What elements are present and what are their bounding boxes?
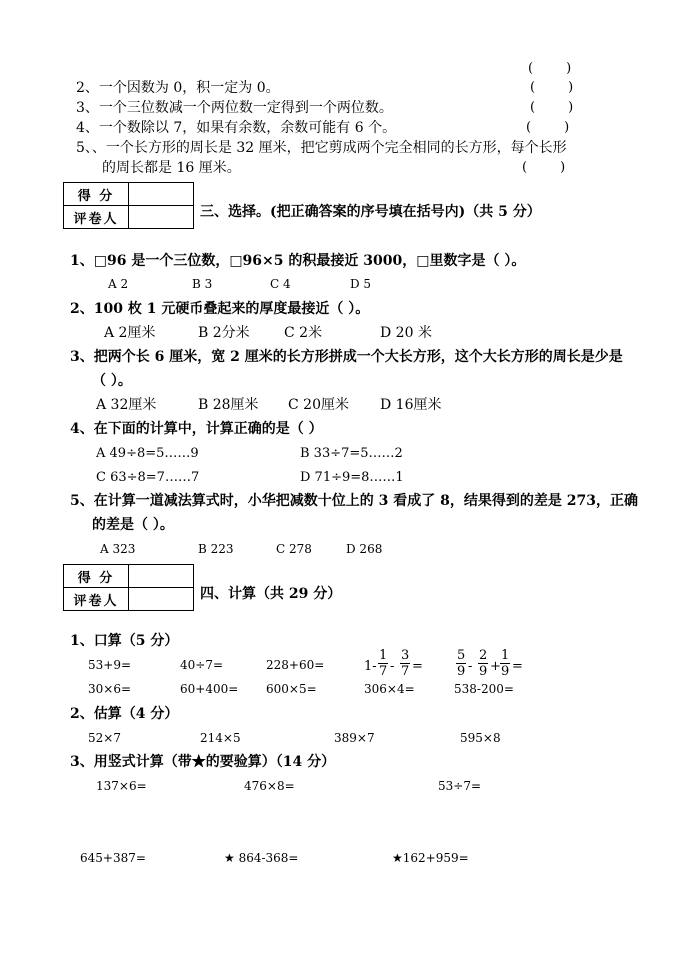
vertical-calc-item: 53÷7= <box>438 779 482 793</box>
oral-calc-item: 53+9= <box>88 658 132 672</box>
choice-q3-line2: （ ）。 <box>92 373 132 389</box>
vertical-calc-item: ★ 864-368= <box>224 851 299 865</box>
choice-q3-line1: 3、把两个长 6 厘米，宽 2 厘米的长方形拼成一个大长方形，这个大长方形的周长是少是 <box>70 349 623 365</box>
vertical-calc-item: 645+387= <box>80 851 146 865</box>
q5-option: D 268 <box>346 542 383 556</box>
q4-option: C 63÷8=7……7 <box>96 470 200 485</box>
fraction-operator: - <box>468 659 473 674</box>
q4-option: A 49÷8=5……9 <box>96 446 199 461</box>
q3-option: B 28厘米 <box>198 397 259 413</box>
score-field <box>129 565 194 588</box>
grader-field <box>129 588 194 611</box>
fraction-denominator: 9 <box>501 664 510 679</box>
answer-paren: ( ) <box>526 120 570 135</box>
choice-q4: 4、在下面的计算中，计算正确的是（ ） <box>70 421 323 437</box>
q1-option: B 3 <box>192 277 213 291</box>
q3-option: C 20厘米 <box>288 397 349 413</box>
fraction-numerator: 2 <box>479 648 488 663</box>
answer-paren: ( ) <box>522 160 566 175</box>
score-field <box>129 183 194 206</box>
choice-q5-line1: 5、在计算一道减法算式时，小华把减数十位上的 3 看成了 8，结果得到的差是 273，正确 <box>70 493 638 509</box>
choice-q1: 1、□96 是一个三位数，□96×5 的积最接近 3000，□里数字是（ ）。 <box>70 253 526 269</box>
oral-calc-title: 1、口算（5 分） <box>70 633 179 649</box>
judge-item-5-line1: 5、、一个长方形的周长是 32 厘米，把它剪成两个完全相同的长方形，每个长形 <box>76 140 567 156</box>
judge-item-4: 4、一个数除以 7，如果有余数，余数可能有 6 个。 <box>76 120 397 136</box>
score-label: 得 分 <box>64 183 129 206</box>
section-3-title: 三、选择。(把正确答案的序号填在括号内)（共 5 分） <box>200 204 541 220</box>
q1-option: A 2 <box>108 277 129 291</box>
grader-field <box>129 206 194 229</box>
choice-q2: 2、100 枚 1 元硬币叠起来的厚度最接近（ ）。 <box>70 301 370 317</box>
fraction-denominator: 7 <box>401 664 410 679</box>
oral-calc-item: 306×4= <box>364 682 415 696</box>
estimate-item: 52×7 <box>88 731 121 745</box>
oral-calc-item: 60+400= <box>180 682 239 696</box>
fraction-numerator: 1 <box>501 648 510 663</box>
grader-label: 评卷人 <box>64 206 129 229</box>
vertical-calc-item: 137×6= <box>96 779 147 793</box>
estimate-item: 595×8 <box>460 731 501 745</box>
oral-calc-item: 40÷7= <box>180 658 224 672</box>
section-4-title: 四、计算（共 29 分） <box>200 586 342 602</box>
fraction-numerator: 3 <box>401 648 410 663</box>
q2-option: D 20 米 <box>380 325 432 341</box>
oral-calc-item: 538-200= <box>454 682 514 696</box>
q3-option: D 16厘米 <box>380 397 442 413</box>
estimate-item: 389×7 <box>334 731 375 745</box>
fraction-numerator: 1 <box>379 648 388 663</box>
estimate-title: 2、估算（4 分） <box>70 706 179 722</box>
oral-calc-item: 228+60= <box>266 658 325 672</box>
q5-option: A 323 <box>100 542 136 556</box>
oral-calc-item: 600×5= <box>266 682 317 696</box>
judge-item-3: 3、一个三位数减一个两位数一定得到一个两位数。 <box>76 100 393 116</box>
q2-option: B 2分米 <box>198 325 250 341</box>
fraction-denominator: 9 <box>479 664 488 679</box>
fraction-equals: = <box>512 659 523 674</box>
q4-option: B 33÷7=5……2 <box>300 446 403 461</box>
fraction-operator: + <box>490 659 501 674</box>
fraction-denominator: 7 <box>379 664 388 679</box>
estimate-item: 214×5 <box>200 731 241 745</box>
fraction <box>378 649 388 678</box>
score-box <box>63 182 194 229</box>
q5-option: B 223 <box>198 542 234 556</box>
q1-option: C 4 <box>270 277 291 291</box>
fraction <box>456 649 466 678</box>
q2-option: A 2厘米 <box>104 325 156 341</box>
answer-paren: ( ) <box>528 61 572 76</box>
q2-option: C 2米 <box>284 325 323 341</box>
score-box <box>63 564 194 611</box>
grader-label: 评卷人 <box>64 588 129 611</box>
answer-paren: ( ) <box>530 80 574 95</box>
q3-option: A 32厘米 <box>96 397 157 413</box>
q1-option: D 5 <box>350 277 372 291</box>
vertical-calc-item: ★162+959= <box>392 851 469 865</box>
score-label: 得 分 <box>64 565 129 588</box>
fraction-denominator: 9 <box>457 664 466 679</box>
judge-item-5-line2: 的周长都是 16 厘米。 <box>102 160 241 176</box>
fraction-equals: = <box>412 659 423 674</box>
choice-q5-line2: 的差是（ ）。 <box>92 517 174 533</box>
fraction-expr-lead: 1- <box>364 659 377 674</box>
judge-item-2: 2、一个因数为 0，积一定为 0。 <box>76 80 280 96</box>
fraction-numerator: 5 <box>457 648 466 663</box>
fraction-operator: - <box>390 659 395 674</box>
q5-option: C 278 <box>276 542 312 556</box>
fraction <box>500 649 510 678</box>
answer-paren: ( ) <box>530 100 574 115</box>
q4-option: D 71÷9=8……1 <box>300 470 404 485</box>
vertical-calc-item: 476×8= <box>244 779 295 793</box>
fraction <box>478 649 488 678</box>
vertical-calc-title: 3、用竖式计算（带★的要验算）（14 分） <box>70 754 336 770</box>
oral-calc-item: 30×6= <box>88 682 132 696</box>
fraction <box>400 649 410 678</box>
